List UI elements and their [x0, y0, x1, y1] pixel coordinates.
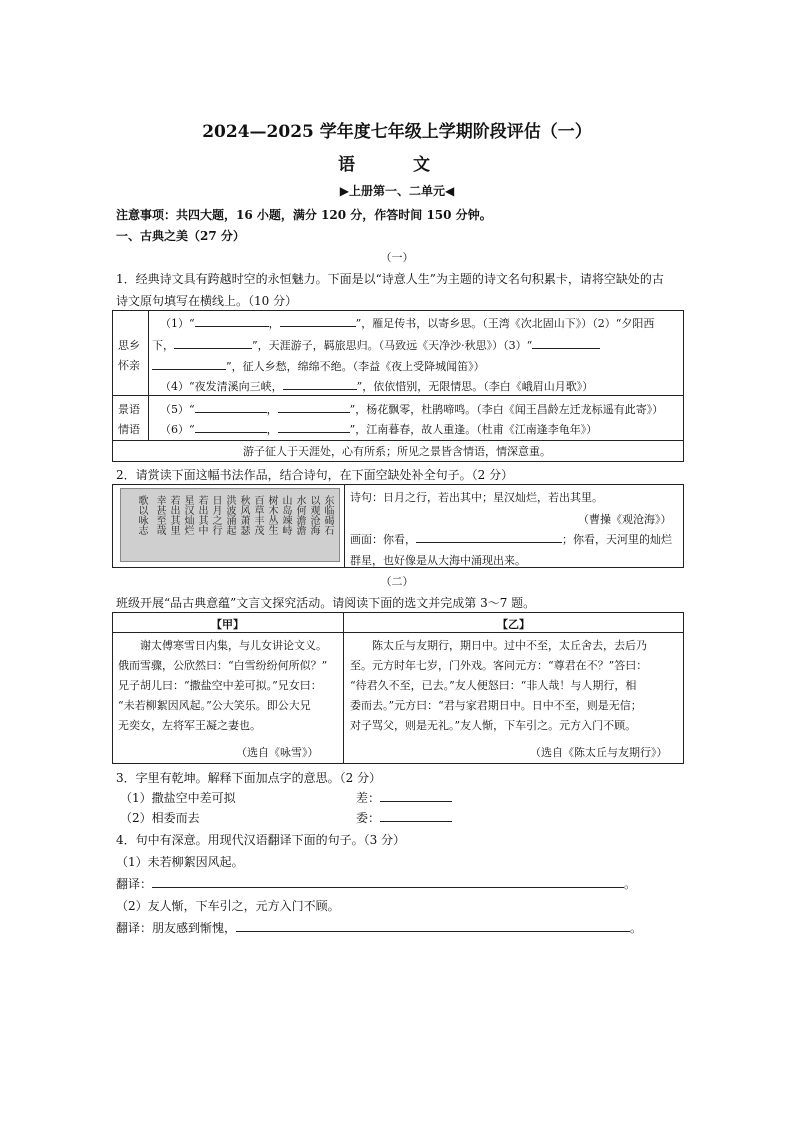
passage-line: “待君久不至，已去。”友人便怒曰：“非人哉！与人期行，相	[350, 679, 637, 692]
row-text: 下，	[152, 339, 174, 352]
row-text: （6）“	[160, 423, 195, 436]
calligraphy-column: 以观沧海	[308, 495, 319, 535]
passage-line: 无奕女，左将军王凝之妻也。	[118, 719, 261, 732]
passage-line: 对子骂父，则是无礼。”友人惭，下车引之。元方入门不顾。	[350, 719, 637, 732]
scope-label: ▶上册第一、二单元◀	[339, 184, 455, 198]
answer-blank[interactable]	[236, 931, 630, 932]
passage-jia-source: （选自《咏雪》）	[236, 746, 319, 759]
q4-translation-1	[116, 875, 636, 892]
q2-poem-source: （曹操《观沧海》）	[578, 513, 672, 526]
answer-label: 翻译：	[116, 877, 153, 891]
answer-blank[interactable]	[283, 389, 357, 390]
answer-blank[interactable]	[380, 801, 452, 802]
answer-blank[interactable]	[278, 432, 350, 433]
card-footer: 游子征人于天涯处，心有所系；所见之景皆含情语，情深意重。	[243, 445, 551, 458]
label-scenery: 情语	[118, 423, 140, 436]
section-heading: 一、古典之美（27 分）	[116, 229, 245, 243]
answer-blank[interactable]	[195, 412, 267, 413]
q4-item-1: （1）未若柳絮因风起。	[116, 855, 244, 869]
answer-blank[interactable]	[152, 369, 226, 370]
calligraphy-column: 日月之行	[210, 495, 221, 535]
row-text: ”，征人乡愁，绵绵不绝。（李益《夜上受降城闻笛》）	[226, 360, 485, 373]
calligraphy-column: 水何澹澹	[294, 495, 305, 535]
passage-yi-text	[350, 636, 647, 736]
q2-divider	[344, 484, 345, 568]
q1-prompt-line2: 诗文原句填写在横线上。（10 分）	[116, 294, 298, 308]
part-two-intro: 班级开展“品古典意蕴”文言文探究活动。请阅读下面的选文并完成第 3～7 题。	[116, 596, 536, 610]
row-text: ”，天涯游子，羁旅思归。（马致远《天净沙·秋思》）（3）“	[252, 339, 533, 352]
table-divider	[112, 440, 684, 441]
q1-prompt-line1: 1．经典诗文具有跨越时空的永恒魅力。下面是以“诗意人生”为主题的诗文名句积累卡，请将空缺处的古	[116, 272, 664, 286]
passage-yi-label: 【乙】	[497, 618, 530, 631]
answer-blank[interactable]	[195, 326, 269, 327]
q2-poem-line: 诗句：日月之行，若出其中；星汉灿烂，若出其里。	[350, 491, 603, 504]
label-homesick: 思乡	[118, 339, 140, 352]
answer-blank[interactable]	[174, 348, 252, 349]
card-row-5	[160, 401, 663, 417]
answer-blank[interactable]	[195, 432, 267, 433]
passage-jia-label: 【甲】	[211, 618, 244, 631]
q2-prompt: 2．请赏读下面这幅书法作品，结合诗句，在下面空缺处补全句子。（2 分）	[116, 468, 514, 482]
calligraphy-column: 秋风萧瑟	[238, 495, 249, 535]
passage-line: 谢太傅寒雪日内集，与儿女讲论文义。	[140, 639, 327, 652]
calligraphy-column: 洪波涌起	[224, 495, 235, 535]
table-divider	[148, 310, 149, 440]
card-row-2	[152, 337, 600, 353]
notice-text: 注意事项：共四大题，16 小题，满分 120 分，作答时间 150 分钟。	[116, 208, 492, 222]
q3-answer-2	[356, 809, 452, 826]
row-text: ”，江南暮春，故人重逢。（杜甫《江南逢李龟年》）	[349, 423, 598, 436]
period: 。	[624, 877, 637, 891]
card-row-1	[160, 315, 654, 331]
q4-prompt: 4．句中有深意。用现代汉语翻译下面的句子。（3 分）	[116, 833, 406, 847]
calligraphy-column: 百草丰茂	[252, 495, 263, 535]
period: 。	[630, 921, 643, 935]
label-homesick: 怀亲	[118, 359, 140, 372]
exam-title: 2024—2025 学年度七年级上学期阶段评估（一）	[202, 122, 592, 142]
answer-label: 翻译：朋友感到惭愧，	[116, 921, 237, 935]
passage-line: 兄子胡儿曰：“撒盐空中差可拟。”兄女曰：	[118, 679, 322, 692]
answer-blank[interactable]	[278, 412, 350, 413]
calligraphy-column: 若出其里	[168, 495, 179, 535]
row-text: （1）“	[160, 317, 195, 330]
calligraphy-column: 若出其中	[196, 495, 207, 535]
card-row-3	[152, 358, 485, 374]
q4-item-2: （2）友人惭，下车引之，元方入门不顾。	[116, 899, 340, 913]
label-scenery: 景语	[118, 403, 140, 416]
answer-blank[interactable]	[152, 887, 624, 888]
table-divider	[112, 395, 684, 396]
calligraphy-column: 幸甚至哉	[154, 495, 165, 535]
passage-yi-source: （选自《陈太丘与友期行》）	[530, 746, 668, 759]
calligraphy-column: 山岛竦峙	[280, 495, 291, 535]
calligraphy-artwork	[120, 488, 340, 562]
row-text: （5）“	[160, 403, 195, 416]
card-row-6	[160, 421, 597, 437]
q2-scene-line	[350, 531, 672, 547]
scene-text: ；你看，天河里的灿烂	[562, 533, 672, 546]
passage-divider	[343, 612, 344, 764]
row-text: ”，杨花飘零，杜鹃啼鸣。（李白《闻王昌龄左迁龙标遥有此寄》）	[349, 403, 664, 416]
row-text: ”，依依惜别，无限情思。（李白《峨眉山月歌》）	[356, 380, 594, 393]
row-text: ，	[266, 423, 278, 436]
q3-item-1: （1）撒盐空中差可拟	[120, 791, 236, 805]
passage-divider	[112, 632, 684, 633]
card-row-4	[160, 378, 593, 394]
row-text: （4）“夜发清溪向三峡，	[160, 380, 283, 393]
q2-scene-line2: 群星，也好像是从大海中涌现出来。	[350, 554, 526, 567]
passage-jia-text	[118, 636, 327, 736]
calligraphy-column: 星汉灿烂	[182, 495, 193, 535]
answer-blank[interactable]	[380, 821, 452, 822]
q3-answer-1	[356, 789, 452, 806]
answer-label: 委：	[356, 811, 381, 825]
row-text: ，	[266, 403, 278, 416]
calligraphy-column: 树木丛生	[266, 495, 277, 535]
passage-line: 委而去。”元方曰：“君与家君期日中。日中不至，则是无信；	[350, 699, 642, 712]
row-text: ”，雁足传书，以寄乡思。（王湾《次北固山下》）（2）“夕阳西	[355, 317, 655, 330]
passage-line: “未若柳絮因风起。”公大笑乐。即公大兄	[118, 699, 311, 712]
answer-blank[interactable]	[532, 348, 600, 349]
calligraphy-column: 歌以咏志	[136, 495, 147, 535]
subject-title: 语 文	[338, 155, 456, 175]
answer-blank[interactable]	[280, 326, 356, 327]
passage-line: 至。元方时年七岁，门外戏。客问元方：“尊君在不？”答曰：	[350, 659, 648, 672]
answer-label: 差：	[356, 791, 381, 805]
scene-text: 画面：你看，	[350, 533, 416, 546]
part-two-mark: （二）	[380, 575, 414, 588]
calligraphy-column: 东临碣石	[322, 495, 333, 535]
passage-line: 陈太丘与友期行，期日中。过中不至，太丘舍去，去后乃	[372, 639, 647, 652]
answer-blank[interactable]	[416, 542, 562, 543]
q3-item-2: （2）相委而去	[120, 811, 200, 825]
q4-translation-2	[116, 919, 642, 936]
passage-line: 俄而雪骤，公欣然曰：“白雪纷纷何所似？”	[118, 659, 328, 672]
row-text: ，	[268, 317, 280, 330]
part-one-mark: （一）	[380, 251, 414, 264]
q3-prompt: 3．字里有乾坤。解释下面加点字的意思。（2 分）	[116, 771, 382, 785]
